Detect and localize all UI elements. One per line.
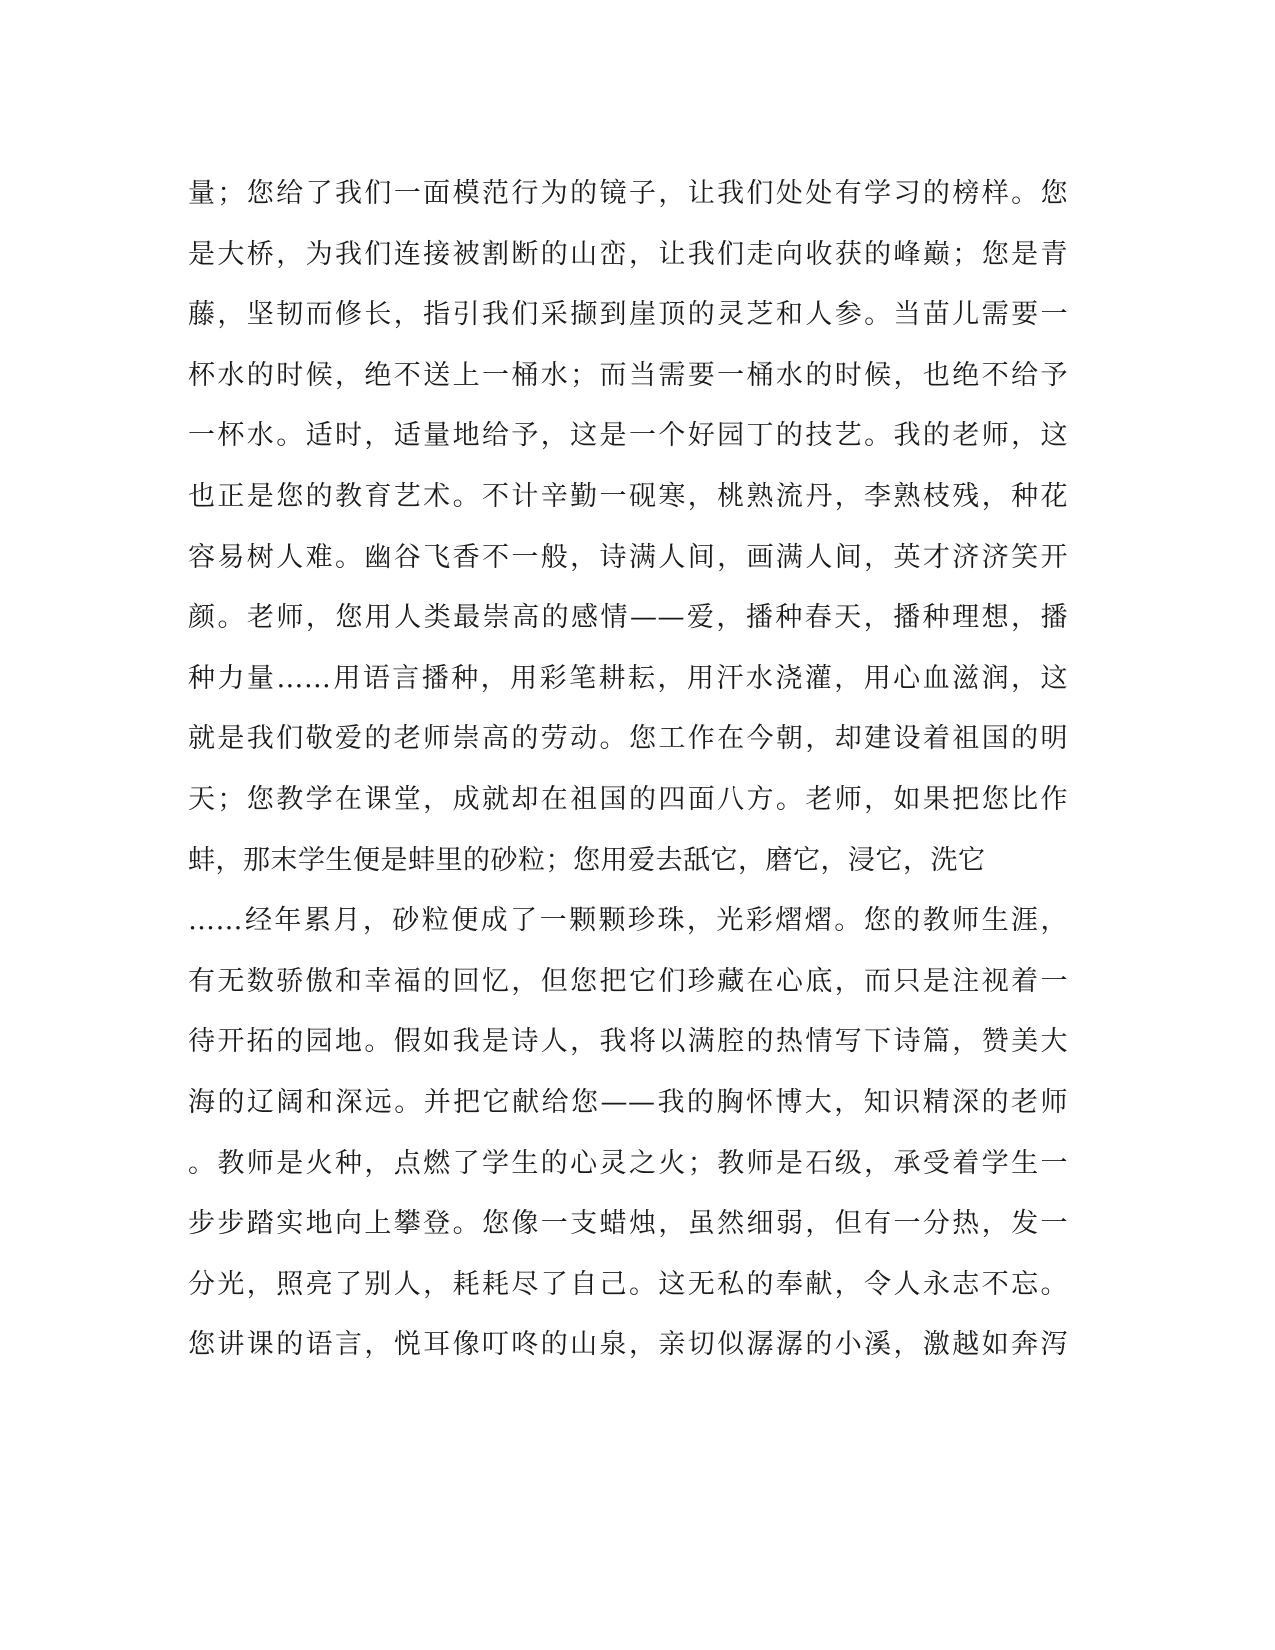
text-line: 海的辽阔和深远。并把它献给您——我的胸怀博大，知识精深的老师 [188,1086,1068,1118]
text-line: 待开拓的园地。假如我是诗人，我将以满腔的热情写下诗篇，赞美大 [188,1026,1068,1058]
text-line: 也正是您的教育艺术。不计辛勤一砚寒，桃熟流丹，李熟枝残，种花 [188,480,1068,512]
text-line: 蚌，那末学生便是蚌里的砂粒；您用爱去舐它，磨它，浸它，洗它 [188,844,986,876]
text-line: 天；您教学在课堂，成就却在祖国的四面八方。老师，如果把您比作 [188,783,1068,815]
text-line: 您讲课的语言，悦耳像叮咚的山泉，亲切似潺潺的小溪，激越如奔泻 [188,1329,1068,1361]
text-line: 是大桥，为我们连接被割断的山峦，让我们走向收获的峰巅；您是青 [188,238,1068,270]
body-text [188,164,1068,1376]
text-line: 步步踏实地向上攀登。您像一支蜡烛，虽然细弱，但有一分热，发一 [188,1208,1068,1240]
text-line: 有无数骄傲和幸福的回忆，但您把它们珍藏在心底，而只是注视着一 [188,965,1068,997]
text-line: ……经年累月，砂粒便成了一颗颗珍珠，光彩熠熠。您的教师生涯， [188,905,1068,937]
text-line: 。教师是火种，点燃了学生的心灵之火；教师是石级，承受着学生一 [188,1147,1068,1179]
text-line: 种力量……用语言播种，用彩笔耕耘，用汗水浇灌，用心血滋润，这 [188,662,1068,694]
text-line: 就是我们敬爱的老师崇高的劳动。您工作在今朝，却建设着祖国的明 [188,723,1068,755]
text-line: 颜。老师，您用人类最崇高的感情——爱，播种春天，播种理想，播 [188,602,1068,634]
text-line: 一杯水。适时，适量地给予，这是一个好园丁的技艺。我的老师，这 [188,420,1068,452]
text-line: 容易树人难。幽谷飞香不一般，诗满人间，画满人间，英才济济笑开 [188,541,1068,573]
text-line: 杯水的时候，绝不送上一桶水；而当需要一桶水的时候，也绝不给予 [188,359,1068,391]
text-line: 藤，坚韧而修长，指引我们采撷到崖顶的灵芝和人参。当苗儿需要一 [188,299,1068,331]
text-line: 分光，照亮了别人，耗耗尽了自己。这无私的奉献，令人永志不忘。 [188,1268,1068,1300]
text-line: 量；您给了我们一面模范行为的镜子，让我们处处有学习的榜样。您 [188,178,1068,209]
